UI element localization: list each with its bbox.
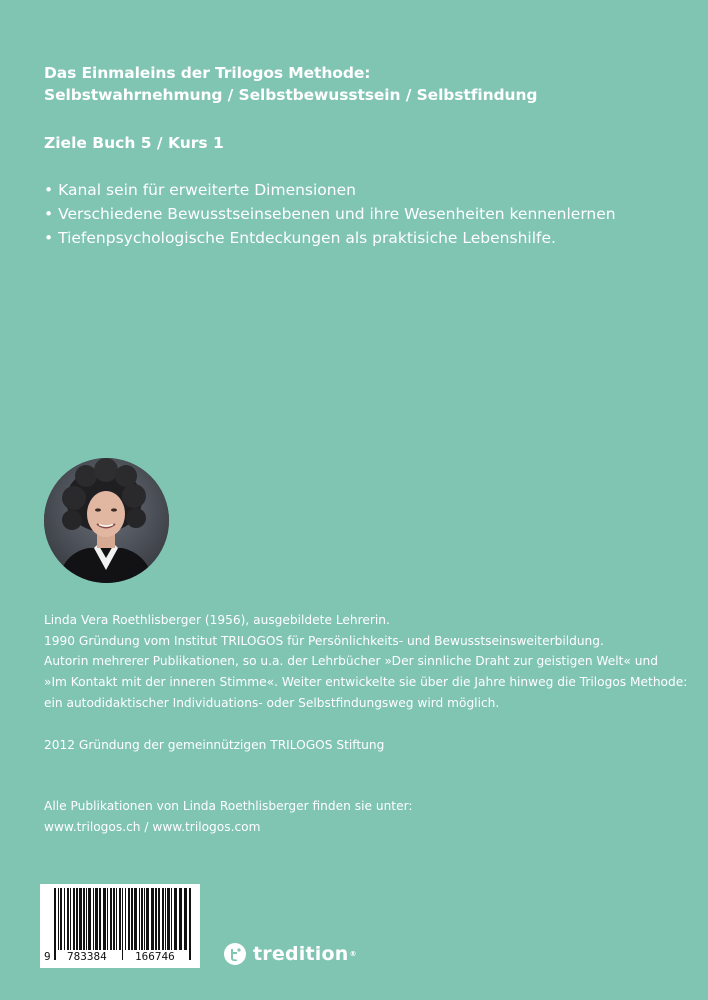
barcode-bar: [110, 888, 112, 950]
barcode-bar: [95, 888, 98, 950]
isbn-barcode: [40, 884, 200, 968]
author-portrait: [44, 458, 169, 583]
title-line-1: Das Einmaleins der Trilogos Methode:: [44, 64, 371, 82]
author-photo-illustration: [44, 458, 169, 583]
barcode-bar: [189, 888, 191, 960]
barcode-bar: [79, 888, 82, 950]
goal-item-3: • Tiefenpsychologische Entdeckungen als praktisiche Lebenshilfe.: [44, 226, 616, 250]
barcode-bar: [139, 888, 140, 950]
barcode-bar: [93, 888, 94, 950]
registered-mark: ®: [349, 950, 357, 958]
barcode-bar: [86, 888, 87, 950]
barcode-bar: [58, 888, 59, 950]
barcode-bar: [158, 888, 160, 950]
barcode-bar: [131, 888, 133, 950]
bio-line-5: ein autodidaktischer Individuations- oder Selbstfindungsweg wird möglich.: [44, 695, 500, 710]
barcode-bar: [116, 888, 117, 950]
barcode-bar: [64, 888, 65, 950]
barcode-bar: [179, 888, 182, 950]
barcode-bar: [134, 888, 137, 950]
barcode-bar: [184, 888, 187, 950]
barcode-bar: [107, 888, 108, 950]
barcode-bar: [113, 888, 115, 950]
barcode-bar: [122, 888, 123, 960]
publisher-name: tredition: [253, 943, 349, 965]
barcode-bar: [83, 888, 85, 950]
bio-line-2: 1990 Gründung vom Institut TRILOGOS für Persönlichkeits- und Bewusstseinsweiterbildung.: [44, 633, 604, 648]
barcode-bar: [171, 888, 172, 950]
publications-line-1: Alle Publikationen von Linda Roethlisberger finden sie unter:: [44, 799, 413, 813]
barcode-bar: [103, 888, 106, 950]
barcode-bar: [70, 888, 71, 950]
barcode-bar: [73, 888, 75, 950]
barcode-bar: [144, 888, 145, 950]
barcode-bar: [174, 888, 177, 950]
bio-line-1: Linda Vera Roethlisberger (1956), ausgebildete Lehrerin.: [44, 613, 390, 627]
book-subtitle: Ziele Buch 5 / Kurs 1: [44, 134, 224, 152]
goal-item-1: • Kanal sein für erweiterte Dimensionen: [44, 178, 616, 202]
barcode-bar: [128, 888, 130, 950]
barcode-bar: [76, 888, 78, 950]
barcode-bar: [151, 888, 154, 950]
bio-line-3: Autorin mehrerer Publikationen, so u.a. der Lehrbücher »Der sinnliche Draht zur geistigen Welt« und: [44, 654, 658, 669]
book-title: [44, 62, 537, 106]
barcode-bar: [155, 888, 157, 950]
publications-note: [44, 796, 412, 837]
barcode-bar: [125, 888, 126, 950]
goals-list: [44, 178, 616, 250]
barcode-bar: [88, 888, 91, 950]
barcode-bar: [146, 888, 149, 950]
barcode-bar: [167, 888, 170, 950]
publications-links: www.trilogos.ch / www.trilogos.com: [44, 819, 261, 834]
barcode-digits-right: 166746: [135, 950, 175, 963]
barcode-digit-first: 9: [44, 950, 51, 963]
barcode-bar: [162, 888, 164, 950]
barcode-bar: [165, 888, 166, 950]
barcode-bar: [60, 888, 62, 950]
goal-item-2: • Verschiedene Bewusstseinsebenen und ihre Wesenheiten kennenlernen: [44, 202, 616, 226]
tredition-mark-icon: [224, 943, 246, 965]
barcode-bar: [67, 888, 69, 950]
barcode-bar: [141, 888, 143, 950]
barcode-bar: [99, 888, 101, 950]
barcode-bar: [54, 888, 56, 960]
barcode-digits-left: 783384: [67, 950, 107, 963]
bio-line-4: »Im Kontakt mit der inneren Stimme«. Weiter entwickelte sie über die Jahre hinweg die Trilogos Methode:: [44, 675, 688, 690]
author-bio: [44, 610, 688, 714]
barcode-bar: [119, 888, 121, 950]
title-line-2: Selbstwahrnehmung / Selbstbewusstsein / Selbstfindung: [44, 86, 538, 104]
foundation-note: 2012 Gründung der gemeinnützigen TRILOGOS Stiftung: [44, 738, 385, 752]
publisher-logo: [224, 940, 357, 968]
barcode-bars: [40, 884, 200, 968]
